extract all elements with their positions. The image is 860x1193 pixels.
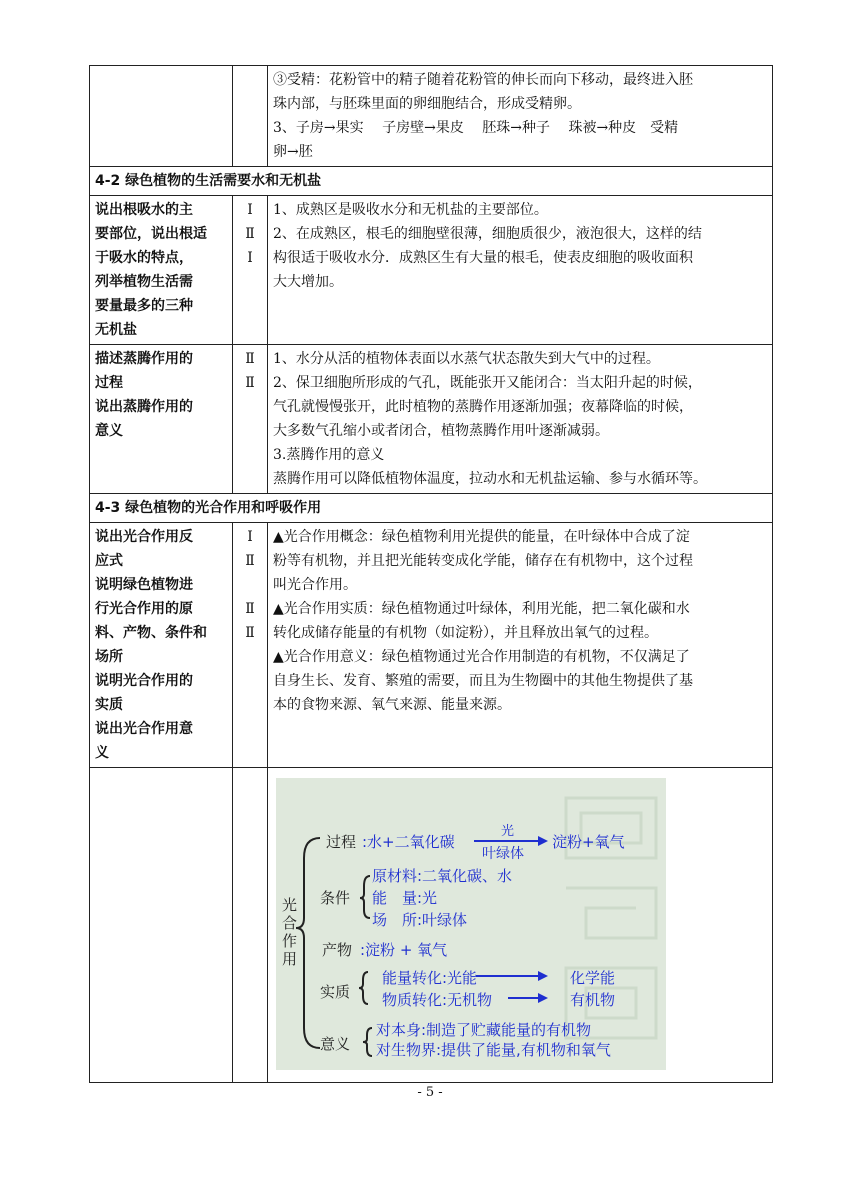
level-cell [233,196,268,345]
objective-line: 过程 [95,375,123,391]
content-line: ③受精：花粉管中的精子随着花粉管的伸长而向下移动，最终进入胚 [273,72,693,88]
diagram-root-char: 作 [282,932,298,950]
objective-cell [90,345,233,494]
level-mark: Ⅱ [245,375,255,391]
content-line: 蒸腾作用可以降低植物体温度，拉动水和无机盐运输、参与水循环等。 [273,471,707,487]
table-row [90,523,773,768]
objective-line: 料、产物、条件和 [95,625,207,641]
level-mark: Ⅱ [245,226,255,242]
objective-line: 说明绿色植物进 [95,577,193,593]
essence-left: 物质转化:无机物 [382,991,493,1009]
content-line: 3.蒸腾作用的意义 [273,447,385,463]
condition-label: 条件 [320,889,351,907]
content-line: 卵→胚 [273,144,313,160]
content-line: 自身生长、发育、繁殖的需要，而且为生物圈中的其他生物提供了基 [273,673,693,689]
essence-right: 化学能 [570,969,616,987]
content-line: 粉等有机物，并且把光能转变成化学能，储存在有机物中，这个过程 [273,553,693,569]
condition-item: 能 量:光 [372,889,438,907]
diagram-root-char: 光 [282,896,298,914]
photosynthesis-diagram [276,778,666,1070]
objective-cell [90,768,233,1083]
content-line: 1、成熟区是吸收水分和无机盐的主要部位。 [273,202,548,218]
objective-line: 实质 [95,697,123,713]
content-cell [268,523,773,768]
essence-left: 能量转化:光能 [382,969,478,987]
level-cell [233,768,268,1083]
content-line: 大多数气孔缩小或者闭合，植物蒸腾作用叶逐渐减弱。 [273,423,609,439]
content-line: 转化成储存能量的有机物（如淀粉），并且释放出氧气的过程。 [273,625,658,641]
section-title: 4-2 绿色植物的生活需要水和无机盐 [90,167,773,196]
objective-cell [90,523,233,768]
level-mark: Ⅱ [245,601,255,617]
process-reactants: :水+二氧化碳 [362,833,455,851]
content-cell [268,345,773,494]
meaning-label: 意义 [320,1035,351,1053]
objective-line: 场所 [95,649,123,665]
objective-line: 无机盐 [95,322,137,338]
diagram-cell [268,768,773,1083]
process-products: 淀粉+氧气 [552,833,625,851]
content-line: ▲光合作用意义：绿色植物通过光合作用制造的有机物，不仅满足了 [273,649,690,665]
content-line: 构很适于吸收水分．成熟区生有大量的根毛，使表皮细胞的吸收面积 [273,250,693,266]
table-row [90,196,773,345]
table-row [90,345,773,494]
level-mark: Ⅰ [247,529,253,545]
table-row [90,66,773,167]
condition-item: 场 所:叶绿体 [372,911,468,929]
content-line: 珠内部，与胚珠里面的卵细胞结合，形成受精卵。 [273,96,581,112]
objective-line: 意义 [95,423,123,439]
objective-cell [90,196,233,345]
section-header-row [90,167,773,196]
process-condition-light: 光 [501,824,515,839]
product-label: 产物 [322,941,353,959]
content-line: ▲光合作用实质：绿色植物通过叶绿体，利用光能，把二氧化碳和水 [273,601,690,617]
objective-line: 描述蒸腾作用的 [95,351,193,367]
objective-line: 说出光合作用反 [95,529,193,545]
product-value: :淀粉 + 氧气 [360,941,448,959]
syllabus-table [89,65,773,1083]
objective-line: 说明光合作用的 [95,673,193,689]
content-line: 2、在成熟区，根毛的细胞壁很薄，细胞质很少，液泡很大，这样的结 [273,226,702,242]
content-line: 大大增加。 [273,274,343,290]
content-cell [268,196,773,345]
content-line: 1、水分从活的植物体表面以水蒸气状态散失到大气中的过程。 [273,351,660,367]
table-row [90,768,773,1083]
level-mark: Ⅱ [245,553,255,569]
level-mark: Ⅱ [245,351,255,367]
diagram-root-char: 用 [282,950,298,968]
content-line: ▲光合作用概念：绿色植物利用光提供的能量，在叶绿体中合成了淀 [273,529,690,545]
meaning-item: 对生物界:提供了能量,有机物和氧气 [376,1041,611,1059]
content-line: 气孔就慢慢张开，此时植物的蒸腾作用逐渐加强；夜幕降临的时候， [273,399,693,415]
objective-line: 要量最多的三种 [95,298,193,314]
section-title: 4-3 绿色植物的光合作用和呼吸作用 [90,494,773,523]
level-mark: Ⅰ [247,202,253,218]
diagram-root-char: 合 [282,914,298,932]
objective-cell [90,66,233,167]
section-header-row [90,494,773,523]
content-line: 本的食物来源、氧气来源、能量来源。 [273,697,511,713]
content-line: 2、保卫细胞所形成的气孔，既能张开又能闭合：当太阳升起的时候， [273,375,702,391]
objective-line: 义 [95,745,109,761]
content-line: 3、子房→果实 子房壁→果皮 胚珠→种子 珠被→种皮 受精 [273,120,679,136]
level-mark: Ⅰ [247,250,253,266]
content-cell [268,66,773,167]
content-line: 叫光合作用。 [273,577,357,593]
level-cell [233,523,268,768]
objective-line: 说出光合作用意 [95,721,193,737]
objective-line: 说出根吸水的主 [95,202,193,218]
objective-line: 说出蒸腾作用的 [95,399,193,415]
condition-item: 原材料:二氧化碳、水 [372,867,513,885]
objective-line: 列举植物生活需 [95,274,193,290]
process-label: 过程 [326,833,357,851]
essence-label: 实质 [320,983,351,1001]
page-number: - 5 - [417,1085,443,1100]
level-mark: Ⅱ [245,625,255,641]
objective-line: 应式 [95,553,123,569]
process-condition-chloroplast: 叶绿体 [482,846,524,862]
level-cell [233,66,268,167]
essence-right: 有机物 [570,991,616,1009]
meaning-item: 对本身:制造了贮藏能量的有机物 [376,1021,592,1039]
objective-line: 要部位，说出根适 [95,226,207,242]
objective-line: 于吸水的特点， [95,250,193,266]
level-spacer [238,573,262,597]
objective-line: 行光合作用的原 [95,601,193,617]
level-cell [233,345,268,494]
